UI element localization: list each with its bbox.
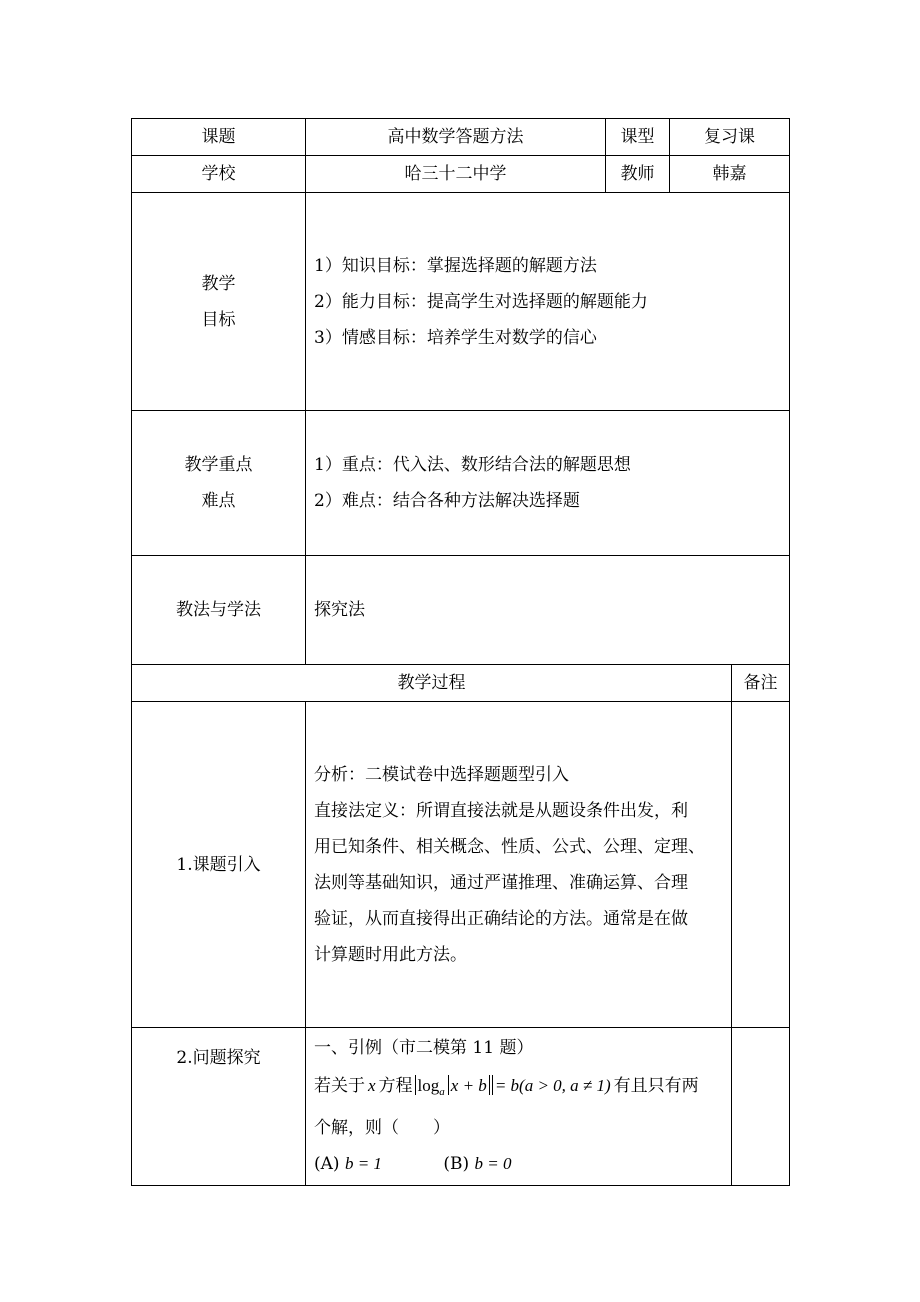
- explore-line2-suffix: 有且只有两: [613, 1076, 699, 1096]
- methods-label: 教法与学法: [176, 600, 261, 620]
- table-border-right: [789, 118, 790, 1186]
- intro-line: 用已知条件、相关概念、性质、公式、公理、定理、: [314, 837, 705, 857]
- intro-line: 计算题时用此方法。: [314, 945, 467, 965]
- option-b-expr: b = 0: [474, 1154, 512, 1173]
- key-point-item: 2）难点：结合各种方法解决选择题: [314, 491, 580, 511]
- log-text: log: [417, 1076, 440, 1095]
- key-points-label-line1: 教学重点: [184, 455, 253, 475]
- key-points-label: [132, 411, 305, 555]
- teacher-value: 韩嘉: [712, 164, 747, 184]
- explore-line2-prefix: 若关于: [314, 1076, 365, 1096]
- methods-value: 探究法: [314, 600, 365, 620]
- key-points-list: [314, 447, 784, 519]
- key-points-label-line2: 难点: [201, 491, 236, 511]
- explore-line2-mid: 方程: [378, 1076, 413, 1096]
- intro-line: 分析：二模试卷中选择题题型引入: [314, 765, 569, 785]
- variable-x: x: [368, 1076, 376, 1095]
- log-base: a: [439, 1086, 445, 1098]
- option-a-expr: b = 1: [344, 1154, 382, 1173]
- topic-value: 高中数学答题方法: [387, 127, 524, 147]
- objective-item: 1）知识目标：掌握选择题的解题方法: [314, 256, 597, 276]
- col-divider: [305, 118, 306, 664]
- type-value: 复习课: [704, 127, 755, 147]
- explore-label: 2.问题探究: [176, 1048, 261, 1068]
- explore-line1: 一、引例（市二模第 11 题）: [314, 1038, 534, 1058]
- intro-line: 法则等基础知识，通过严谨推理、准确运算、合理: [314, 873, 688, 893]
- objectives-label: [132, 193, 305, 410]
- type-label: 课型: [620, 127, 655, 147]
- explore-options: [314, 1146, 734, 1182]
- objectives-label-line2: 目标: [201, 309, 236, 330]
- objective-item: 2）能力目标：提高学生对选择题的解题能力: [314, 292, 648, 312]
- objective-item: 3）情感目标：培养学生对数学的信心: [314, 328, 597, 348]
- option-a-label: (A): [314, 1154, 340, 1174]
- teacher-label: 教师: [620, 164, 655, 184]
- intro-text: [314, 757, 734, 973]
- row-divider: [131, 1027, 790, 1028]
- intro-line: 验证，从而直接得出正确结论的方法。通常是在做: [314, 909, 688, 929]
- option-b-label: (B): [443, 1154, 470, 1174]
- equation-rhs: = b(a > 0, a ≠ 1): [494, 1076, 611, 1095]
- lesson-plan-table: [131, 118, 790, 1186]
- process-header: 教学过程: [397, 673, 466, 693]
- objectives-list: [314, 248, 784, 356]
- objectives-label-line1: 教学: [201, 273, 236, 294]
- col-divider: [305, 701, 306, 1186]
- intro-line: 直接法定义：所谓直接法就是从题设条件出发，利: [314, 801, 688, 821]
- remarks-header: 备注: [743, 673, 778, 693]
- key-point-item: 1）重点：代入法、数形结合法的解题思想: [314, 455, 631, 475]
- equation: [413, 1076, 611, 1098]
- school-value: 哈三十二中学: [404, 164, 507, 184]
- topic-label: 课题: [201, 127, 236, 147]
- explore-content: [314, 1030, 734, 1182]
- explore-line3: 个解，则（ ）: [314, 1118, 450, 1138]
- abs-inner: x + b: [450, 1076, 487, 1095]
- table-border-bottom: [131, 1185, 790, 1186]
- explore-line2: [314, 1068, 734, 1110]
- school-label: 学校: [201, 164, 236, 184]
- intro-label: 1.课题引入: [176, 854, 261, 875]
